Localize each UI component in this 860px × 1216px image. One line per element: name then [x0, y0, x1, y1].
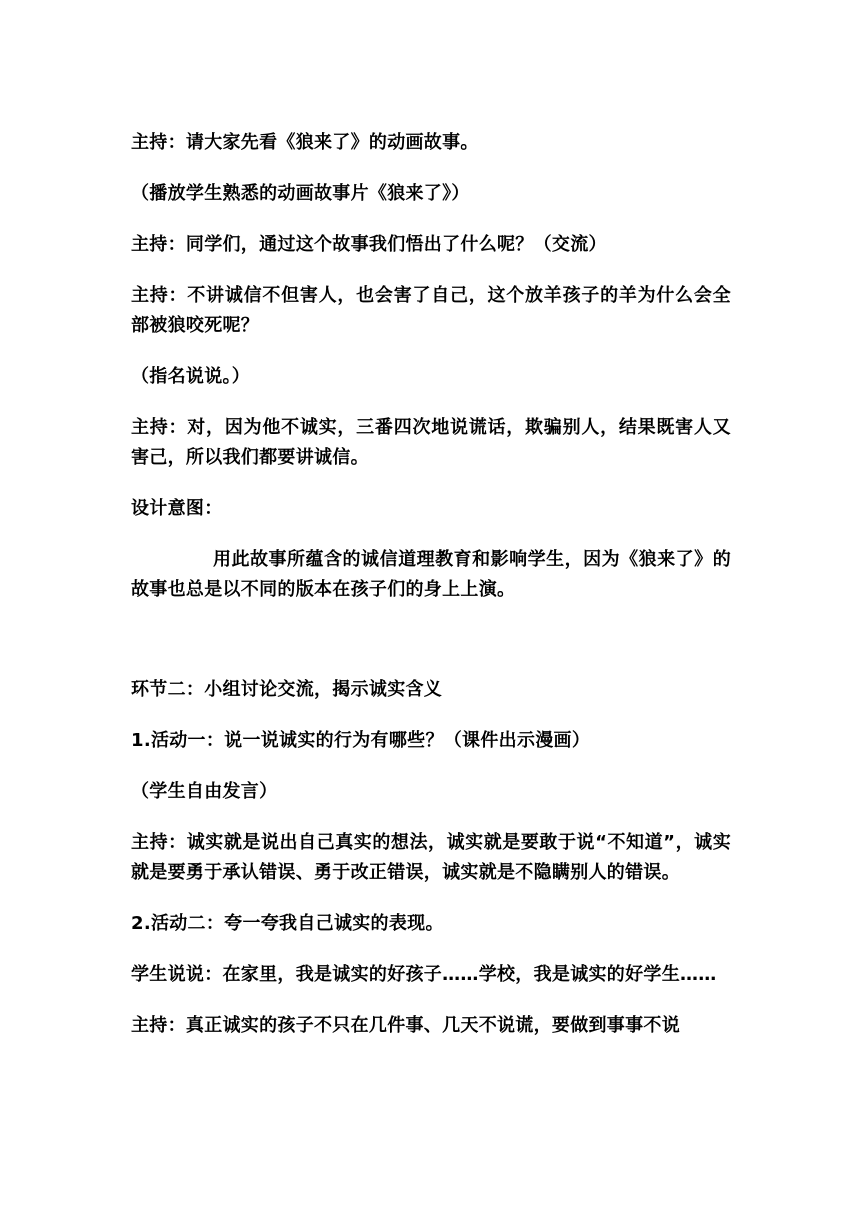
paragraph-free-speech: （学生自由发言） — [131, 781, 278, 802]
document-body — [131, 128, 731, 1062]
section-two-heading: 环节二：小组讨论交流，揭示诚实含义 — [131, 679, 443, 700]
paragraph-design-intent-body: 用此故事所蕴含的诚信道理教育和影响学生，因为《狼来了》的故事也总是以不同的版本在孩子们的身上上演。 — [131, 549, 731, 600]
paragraph-play-animation: （播放学生熟悉的动画故事片《狼来了》） — [131, 183, 470, 204]
paragraph-student-speech: 学生说说：在家里，我是诚实的好孩子……学校，我是诚实的好学生…… — [131, 964, 717, 985]
section-spacer — [131, 626, 731, 675]
paragraph-host-question: 主持：同学们，通过这个故事我们悟出了什么呢？（交流） — [131, 234, 607, 255]
paragraph-activity-two: 2.活动二：夸一夸我自己诚实的表现。 — [131, 913, 444, 934]
paragraph-host-closing: 主持：真正诚实的孩子不只在几件事、几天不说谎，要做到事事不说 — [131, 1015, 680, 1036]
paragraph-honesty-definition: 主持：诚实就是说出自己真实的想法，诚实就是要敢于说“不知道”，诚实就是要勇于承认错误、勇于改正错误，诚实就是不隐瞒别人的错误。 — [131, 832, 731, 883]
paragraph-host-intro: 主持：请大家先看《狼来了》的动画故事。 — [131, 132, 479, 153]
paragraph-activity-one: 1.活动一：说一说诚实的行为有哪些？（课件出示漫画） — [131, 730, 591, 751]
paragraph-host-sheep-question: 主持：不讲诚信不但害人，也会害了自己，这个放羊孩子的羊为什么会全部被狼咬死呢？ — [131, 285, 731, 336]
paragraph-name-students: （指名说说。） — [131, 366, 251, 387]
paragraph-design-intent-heading: 设计意图： — [131, 498, 223, 519]
paragraph-host-answer: 主持：对，因为他不诚实，三番四次地说谎话，欺骗别人，结果既害人又害己，所以我们都要讲诚信。 — [131, 417, 731, 468]
